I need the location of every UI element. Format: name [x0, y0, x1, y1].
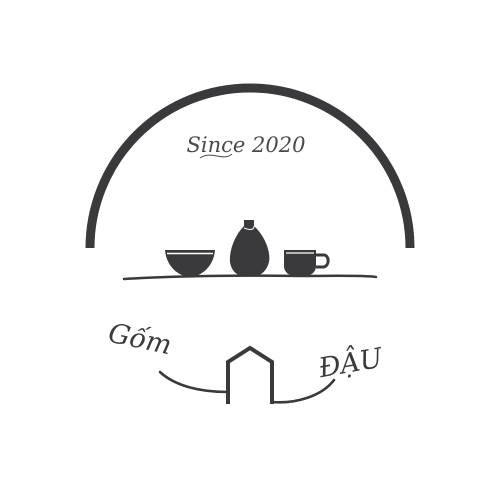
brand-name-second: ĐẬU: [316, 342, 385, 385]
brand-name-first: Gốm: [105, 317, 175, 362]
tagline-text: Since 2020: [186, 133, 306, 157]
bowl-icon: [165, 250, 215, 277]
brand-swoosh-left: [160, 372, 228, 392]
vase-icon: [230, 220, 270, 276]
shelf-line: [124, 276, 376, 279]
mug-icon: [284, 250, 328, 276]
house-icon: [228, 348, 272, 404]
